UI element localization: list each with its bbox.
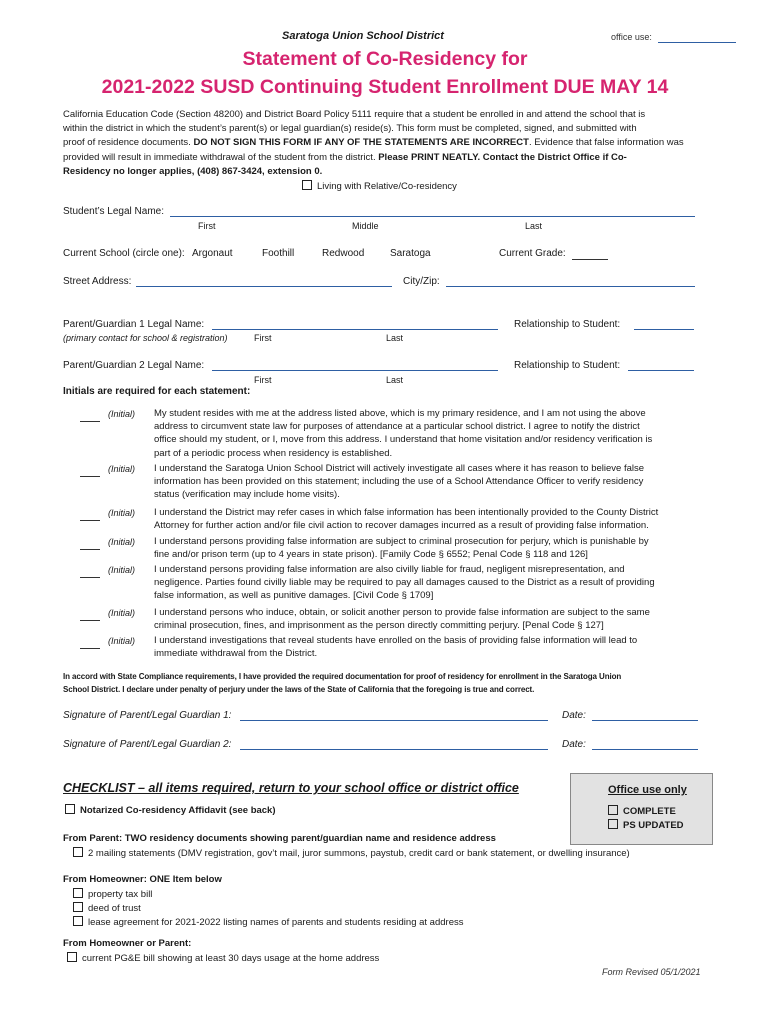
compliance-statement: In accord with State Compliance requirements, I have provided the required documentation for proof of residency for enrollment in the Saratoga Union School District. I declare under penalty of perjury under the laws of the State of California that the foregoing is true and correct. xyxy=(63,672,622,694)
property-tax-checkbox[interactable] xyxy=(73,888,83,898)
guardian2-label: Parent/Guardian 2 Legal Name: xyxy=(63,360,205,371)
intro-line: . Evidence that false information was xyxy=(528,137,684,149)
office-use-label: office use: xyxy=(611,32,736,43)
initial-field-5[interactable] xyxy=(80,565,100,583)
street-address-label: Street Address: xyxy=(63,276,132,287)
homeowner-item-deed: deed of trust xyxy=(73,902,141,914)
current-grade-field[interactable] xyxy=(572,249,608,260)
intro-print-note: Please PRINT NEATLY. Contact the District Office if Co- xyxy=(378,151,627,163)
office-ps-updated-row: PS UPDATED xyxy=(608,819,684,831)
school-option-saratoga[interactable]: Saratoga xyxy=(390,248,431,259)
initial-label-7: (Initial) xyxy=(108,636,136,646)
date2-field[interactable] xyxy=(592,739,698,750)
intro-contact: Residency no longer applies, (408) 867-3424, extension 0. xyxy=(63,165,323,177)
guardian1-relationship-field[interactable] xyxy=(634,319,694,330)
current-grade-label: Current Grade: xyxy=(499,248,566,259)
initial-label-6: (Initial) xyxy=(108,608,136,618)
school-option-redwood[interactable]: Redwood xyxy=(322,248,365,259)
guardian2-relationship-field[interactable] xyxy=(628,360,694,371)
intro-line: California Education Code (Section 48200) and District Board Policy 5111 require that a student be enrolled in and attend the school that is xyxy=(63,109,646,120)
guardian1-name-field[interactable] xyxy=(212,319,498,330)
initial-field-2[interactable] xyxy=(80,464,100,482)
statement-7: I understand investigations that reveal students have enrolled on the basis of providing false information will lead to immediate withdrawal from the District. xyxy=(154,635,638,660)
guardian2-name-field[interactable] xyxy=(212,360,498,371)
living-with-relative-checkbox[interactable] xyxy=(302,180,312,190)
statement-3: I understand the District may refer cases in which false information has been intentionally provided to the County District Attorney for further action and/or file civil action to recover damages incurred as a result of providing false information. xyxy=(154,507,659,532)
guardian1-relationship-label: Relationship to Student: xyxy=(514,319,621,330)
initial-label-1: (Initial) xyxy=(108,409,136,419)
initial-field-7[interactable] xyxy=(80,636,100,654)
statement-6: I understand persons who induce, obtain, or solicit another person to provide false information are subject to the same criminal prosecution, fines, and imprisonment as the person directly committing perjury. [Penal Code § 127] xyxy=(154,607,650,632)
guardian1-label: Parent/Guardian 1 Legal Name: xyxy=(63,319,205,330)
from-parent-heading: From Parent: TWO residency documents showing parent/guardian name and residence address xyxy=(63,833,496,844)
guardian1-sub-label: (primary contact for school & registration) xyxy=(63,333,228,343)
notarized-row xyxy=(65,804,276,816)
from-either-heading: From Homeowner or Parent: xyxy=(63,938,192,949)
district-name: Saratoga Union School District xyxy=(282,30,444,42)
checklist-heading: CHECKLIST – all items required, return to your school office or district office xyxy=(63,781,519,795)
office-ps-updated-checkbox[interactable] xyxy=(608,819,618,829)
office-use-box xyxy=(570,773,713,845)
guardian2-relationship-label: Relationship to Student: xyxy=(514,360,621,371)
school-option-argonaut[interactable]: Argonaut xyxy=(192,248,233,259)
office-complete-checkbox[interactable] xyxy=(608,805,618,815)
initial-field-3[interactable] xyxy=(80,508,100,526)
guardian1-last-label: Last xyxy=(386,333,404,343)
signature2-label: Signature of Parent/Legal Guardian 2: xyxy=(63,739,232,750)
guardian2-first-label: First xyxy=(254,375,272,385)
intro-line: provided will result in immediate withdrawal of the student from the district. xyxy=(63,151,376,163)
statement-5: I understand persons providing false information are also civilly liable for fraud, negligent misrepresentation, and negligence. Parties found civilly liable may be required to pay all damages caused to the District as a result of providing false information, as well as punitive damages. [Civil Code § 1709] xyxy=(154,564,655,602)
student-name-field[interactable] xyxy=(170,205,695,217)
guardian1-first-label: First xyxy=(254,333,272,343)
intro-line: proof of residence documents. xyxy=(63,137,191,149)
page-title: Statement of Co-Residency for xyxy=(242,48,528,70)
date1-label: Date: xyxy=(562,710,586,721)
date1-field[interactable] xyxy=(592,710,698,721)
homeowner-item-tax: property tax bill xyxy=(73,888,152,900)
intro-paragraph xyxy=(63,108,709,179)
student-last-label: Last xyxy=(525,221,543,231)
office-complete-row: COMPLETE xyxy=(608,805,676,817)
street-address-field[interactable] xyxy=(136,276,392,287)
either-item: current PG&E bill showing at least 30 days usage at the home address xyxy=(67,952,379,964)
mailing-statements-checkbox[interactable] xyxy=(73,847,83,857)
signature2-field[interactable] xyxy=(240,739,548,750)
deed-checkbox[interactable] xyxy=(73,902,83,912)
school-option-foothill[interactable]: Foothill xyxy=(262,248,295,259)
initial-label-4: (Initial) xyxy=(108,537,136,547)
notarized-label: Notarized Co-residency Affidavit (see back) xyxy=(80,805,276,816)
student-first-label: First xyxy=(198,221,216,231)
office-use-field[interactable] xyxy=(658,32,736,43)
initial-label-5: (Initial) xyxy=(108,565,136,575)
statement-1: My student resides with me at the address listed above, which is my primary residence, and I am not using the above address to circumvent state law for purposes of attendance at a particular school district. I agree to notify the district office should my student, or I, move from this address. I understand that home visitation and/or residency verification is part of a periodic process when residency is established. xyxy=(154,408,653,459)
initial-label-2: (Initial) xyxy=(108,464,136,474)
office-use-title: Office use only xyxy=(608,784,687,796)
signature1-label: Signature of Parent/Legal Guardian 1: xyxy=(63,710,232,721)
initial-label-3: (Initial) xyxy=(108,508,136,518)
signature1-field[interactable] xyxy=(240,710,548,721)
date2-label: Date: xyxy=(562,739,586,750)
lease-checkbox[interactable] xyxy=(73,916,83,926)
city-zip-label: City/Zip: xyxy=(403,276,440,287)
form-revised: Form Revised 05/1/2021 xyxy=(602,967,701,977)
student-middle-label: Middle xyxy=(352,221,379,231)
initial-field-1[interactable] xyxy=(80,409,100,427)
pge-bill-checkbox[interactable] xyxy=(67,952,77,962)
homeowner-item-lease: lease agreement for 2021-2022 listing names of parents and students residing at address xyxy=(73,916,463,928)
initial-field-4[interactable] xyxy=(80,537,100,555)
initial-field-6[interactable] xyxy=(80,608,100,626)
living-with-relative-row xyxy=(302,180,457,192)
guardian2-last-label: Last xyxy=(386,375,404,385)
current-school-label: Current School (circle one): xyxy=(63,248,185,259)
statement-2: I understand the Saratoga Union School District will actively investigate all cases where it has reason to believe false information has been provided on this statement; including the use of a School Attendance Officer to verify residency status (verification may include home visits). xyxy=(154,463,645,501)
student-name-label: Student’s Legal Name: xyxy=(63,206,164,217)
city-zip-field[interactable] xyxy=(446,276,695,287)
initials-heading: Initials are required for each statement: xyxy=(63,386,251,397)
intro-line: within the district in which the student’s parent(s) or legal guardian(s) reside(s). This form must be completed, signed, and submitted with xyxy=(63,123,637,135)
from-homeowner-heading: From Homeowner: ONE Item below xyxy=(63,874,222,885)
from-parent-item: 2 mailing statements (DMV registration, gov’t mail, juror summons, paystub, credit card or bank statement, or dwelling insurance) xyxy=(73,847,630,859)
intro-warning: DO NOT SIGN THIS FORM IF ANY OF THE STATEMENTS ARE INCORRECT xyxy=(193,137,529,149)
notarized-checkbox[interactable] xyxy=(65,804,75,814)
statement-4: I understand persons providing false information are subject to criminal prosecution for perjury, which is punishable by fine and/or prison term (up to 4 years in state prison). [Family Code § 6552; Penal Code § 118 and 126] xyxy=(154,536,649,561)
page-subtitle: 2021-2022 SUSD Continuing Student Enrollment DUE MAY 14 xyxy=(101,76,669,98)
living-with-relative-label: Living with Relative/Co-residency xyxy=(317,181,457,192)
